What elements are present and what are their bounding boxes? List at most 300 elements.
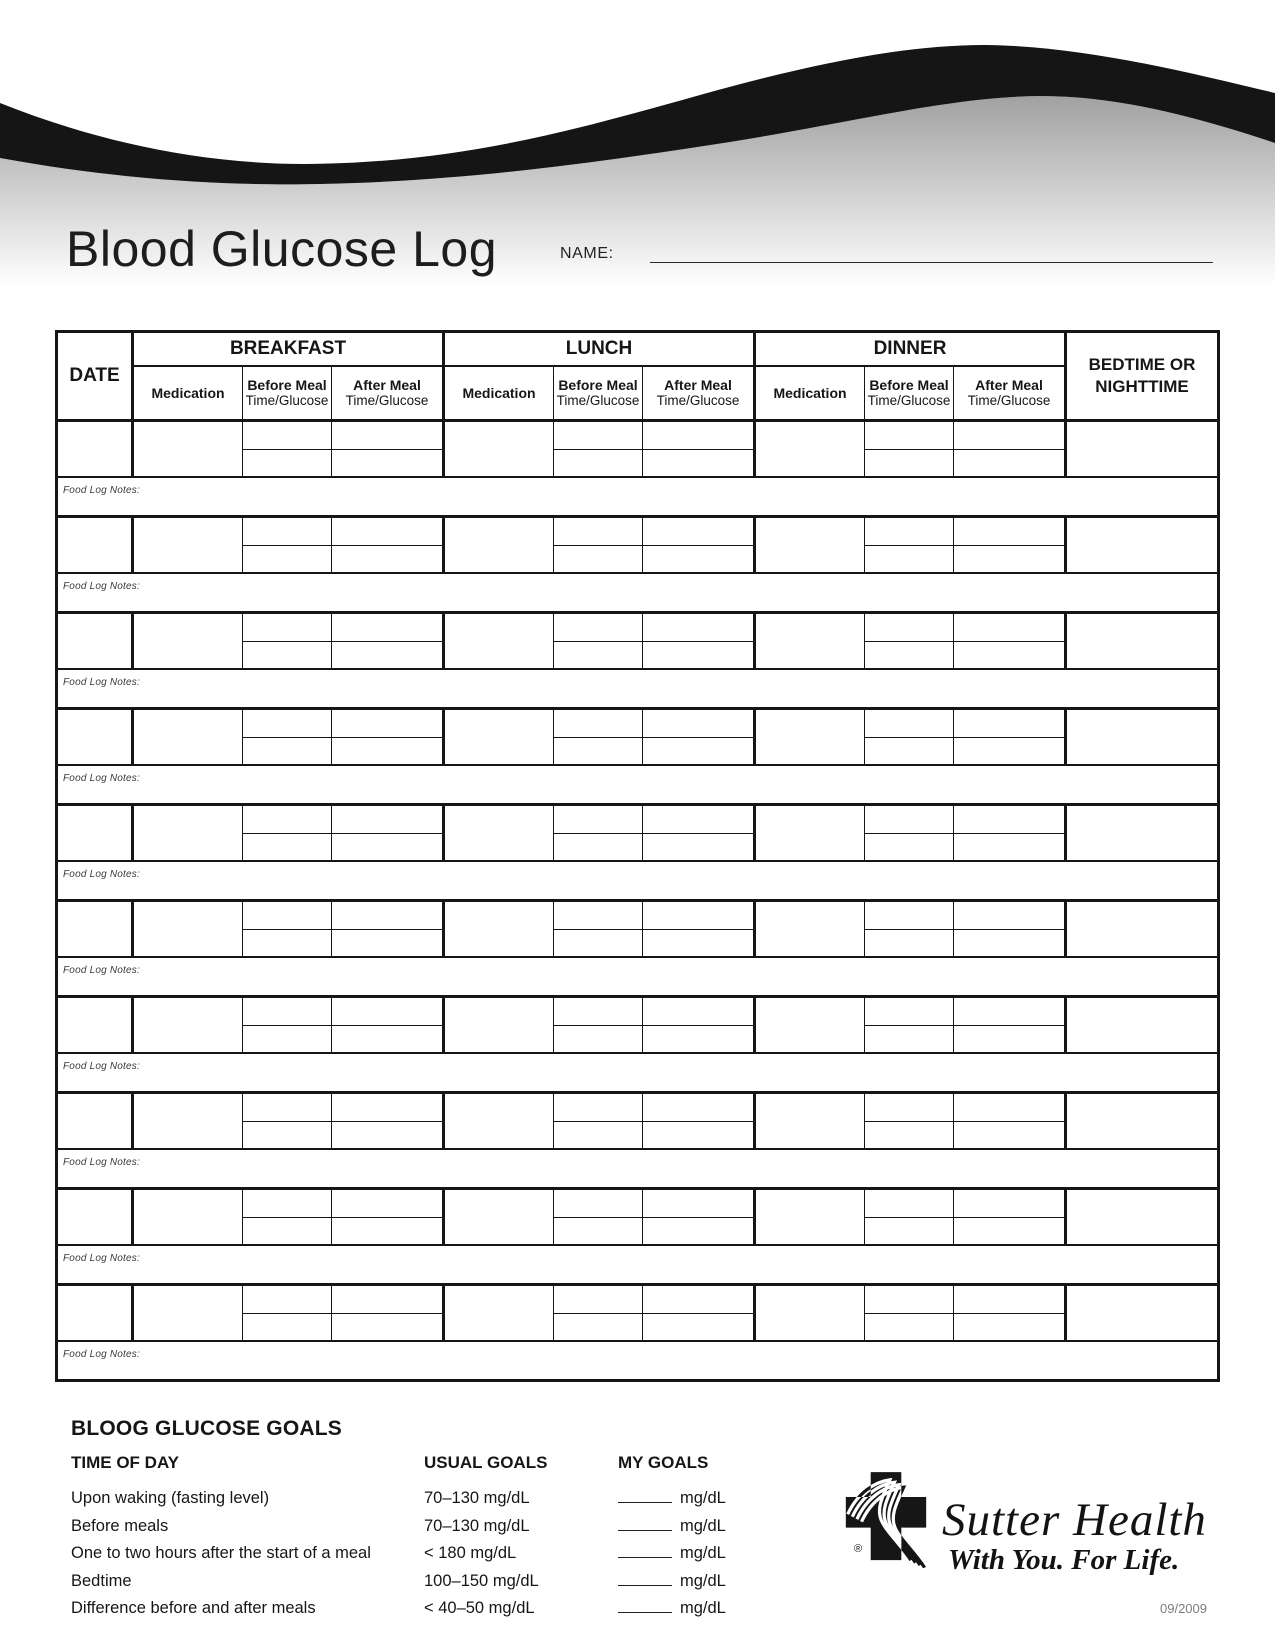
meal-data-group (445, 806, 756, 860)
before-meal-glucose-cell[interactable] (243, 1218, 331, 1245)
after-meal-time-cell[interactable] (332, 518, 442, 546)
before-meal-glucose-cell[interactable] (243, 834, 331, 861)
meal-header-group (445, 333, 756, 419)
after-meal-glucose-cell[interactable] (954, 1314, 1064, 1341)
bedtime-cell[interactable] (1067, 1094, 1217, 1148)
date-cell[interactable] (58, 1094, 134, 1148)
col-header-medication: Medication (756, 367, 865, 419)
after-meal-time-cell[interactable] (643, 710, 753, 738)
log-row-group (58, 1286, 1217, 1379)
goal-time-of-day: Upon waking (fasting level) (71, 1489, 270, 1507)
after-meal-glucose-cell[interactable] (954, 642, 1064, 669)
log-row-group (58, 422, 1217, 518)
before-meal-glucose-cell[interactable] (243, 546, 331, 573)
time-glucose-sublabel: Time/Glucose (867, 393, 951, 409)
meal-data-group (756, 422, 1067, 476)
col-header-date (58, 333, 134, 419)
goal-time-of-day: Before meals (71, 1516, 169, 1535)
before-meal-glucose-cell[interactable] (865, 1122, 953, 1149)
medication-cell[interactable] (756, 614, 865, 668)
after-meal-glucose-cell[interactable] (332, 834, 442, 861)
before-meal-glucose-cell[interactable] (243, 642, 331, 669)
after-meal-time-cell[interactable] (332, 614, 442, 642)
after-meal-time-cell[interactable] (332, 422, 442, 450)
bedtime-cell[interactable] (1067, 518, 1217, 572)
meal-header-group (134, 333, 445, 419)
bedtime-cell[interactable] (1067, 422, 1217, 476)
meal-title: LUNCH (445, 333, 753, 367)
meal-header-group (756, 333, 1067, 419)
before-meal-glucose-cell[interactable] (243, 1314, 331, 1341)
log-row-group (58, 998, 1217, 1094)
before-meal-time-cell[interactable] (865, 902, 953, 930)
before-meal-glucose-cell[interactable] (865, 1314, 953, 1341)
goals-col-usual: USUAL GOALS (424, 1453, 548, 1472)
goal-time-of-day: One to two hours after the start of a meal (71, 1544, 371, 1563)
after-meal-glucose-cell[interactable] (643, 1218, 753, 1245)
meal-data-group (756, 1190, 1067, 1244)
log-row-group (58, 1094, 1217, 1190)
bedtime-cell[interactable] (1067, 710, 1217, 764)
after-meal-glucose-cell[interactable] (643, 1026, 753, 1053)
food-log-notes-row[interactable] (58, 476, 1217, 515)
meal-data-group (445, 710, 756, 764)
after-meal-glucose-cell[interactable] (643, 930, 753, 957)
medication-cell[interactable] (134, 998, 243, 1052)
meal-title: DINNER (756, 333, 1064, 367)
meal-data-group (134, 422, 445, 476)
log-row-group (58, 1190, 1217, 1286)
before-meal-time-cell[interactable] (243, 422, 331, 450)
before-meal-time-cell[interactable] (865, 806, 953, 834)
after-meal-time-cell[interactable] (332, 1286, 442, 1314)
before-meal-time-cell[interactable] (554, 1190, 642, 1218)
food-log-notes-label: Food Log Notes: (63, 581, 140, 592)
medication-cell[interactable] (134, 902, 243, 956)
goals-col-my: MY GOALS (618, 1453, 709, 1472)
before-meal-glucose-cell[interactable] (865, 546, 953, 573)
before-meal-time-cell[interactable] (243, 1190, 331, 1218)
after-meal-time-cell[interactable] (332, 1094, 442, 1122)
food-log-notes-row[interactable] (58, 860, 1217, 899)
after-meal-glucose-cell[interactable] (954, 1218, 1064, 1245)
goal-usual-value: < 40–50 mg/dL (424, 1599, 535, 1618)
medication-cell[interactable] (756, 902, 865, 956)
after-meal-time-cell[interactable] (643, 902, 753, 930)
before-meal-time-cell[interactable] (243, 1094, 331, 1122)
after-meal-glucose-cell[interactable] (954, 450, 1064, 477)
after-meal-time-cell[interactable] (954, 614, 1064, 642)
after-meal-time-cell[interactable] (643, 614, 753, 642)
my-goal-blank-line[interactable] (618, 1489, 672, 1503)
bedtime-cell[interactable] (1067, 998, 1217, 1052)
time-glucose-sublabel: Time/Glucose (656, 393, 740, 409)
meal-data-group (134, 806, 445, 860)
goal-row (71, 1515, 791, 1543)
medication-cell[interactable] (134, 710, 243, 764)
before-meal-time-cell[interactable] (554, 1286, 642, 1314)
food-log-notes-label: Food Log Notes: (63, 1349, 140, 1360)
food-log-notes-row[interactable] (58, 956, 1217, 995)
glucose-log-table (55, 330, 1220, 1382)
after-meal-time-cell[interactable] (954, 1094, 1064, 1122)
after-meal-time-cell[interactable] (954, 1190, 1064, 1218)
after-meal-time-cell[interactable] (332, 1190, 442, 1218)
food-log-notes-label: Food Log Notes: (63, 869, 140, 880)
goal-row (71, 1542, 791, 1570)
log-row-group (58, 806, 1217, 902)
before-meal-glucose-cell[interactable] (554, 1122, 642, 1149)
goals-table (71, 1453, 791, 1625)
before-meal-glucose-cell[interactable] (554, 1026, 642, 1053)
medication-cell[interactable] (445, 902, 554, 956)
page-title: Blood Glucose Log (66, 221, 498, 277)
meal-data-group (445, 614, 756, 668)
after-meal-glucose-cell[interactable] (643, 546, 753, 573)
goal-row (71, 1597, 791, 1625)
after-meal-glucose-cell[interactable] (643, 1122, 753, 1149)
bedtime-cell[interactable] (1067, 614, 1217, 668)
medication-cell[interactable] (134, 806, 243, 860)
food-log-notes-row[interactable] (58, 1244, 1217, 1283)
goal-my-value (618, 1597, 791, 1625)
logo-tagline: With You. For Life. (948, 1544, 1180, 1576)
log-row-group (58, 518, 1217, 614)
date-cell[interactable] (58, 518, 134, 572)
before-meal-time-cell[interactable] (554, 806, 642, 834)
meal-data-group (445, 902, 756, 956)
my-goal-unit: mg/dL (680, 1599, 726, 1618)
before-meal-glucose-cell[interactable] (554, 930, 642, 957)
before-meal-glucose-cell[interactable] (554, 642, 642, 669)
bedtime-header-label: BEDTIME OR NIGHTTIME (1088, 354, 1196, 396)
col-header-after-meal: After Meal Time/Glucose (345, 377, 429, 409)
meal-data-group (756, 710, 1067, 764)
before-meal-glucose-cell[interactable] (865, 834, 953, 861)
meal-data-group (445, 518, 756, 572)
meal-data-group (134, 710, 445, 764)
medication-cell[interactable] (756, 518, 865, 572)
medication-cell[interactable] (756, 422, 865, 476)
food-log-notes-label: Food Log Notes: (63, 677, 140, 688)
after-meal-glucose-cell[interactable] (954, 738, 1064, 765)
col-header-before-meal: Before Meal Time/Glucose (554, 367, 643, 419)
before-meal-time-cell[interactable] (865, 1094, 953, 1122)
medication-cell[interactable] (445, 998, 554, 1052)
meal-data-group (445, 1094, 756, 1148)
before-meal-time-cell[interactable] (243, 710, 331, 738)
after-meal-time-cell[interactable] (643, 998, 753, 1026)
meal-data-group (445, 1286, 756, 1340)
medication-cell[interactable] (445, 614, 554, 668)
logo-brand-text: Sutter Health (942, 1494, 1207, 1546)
before-meal-glucose-cell[interactable] (865, 450, 953, 477)
after-meal-glucose-cell[interactable] (332, 1026, 442, 1053)
log-row-group (58, 614, 1217, 710)
meal-data-group (134, 1286, 445, 1340)
after-meal-time-cell[interactable] (332, 998, 442, 1026)
food-log-notes-row[interactable] (58, 1052, 1217, 1091)
medication-cell[interactable] (756, 1094, 865, 1148)
medication-cell[interactable] (134, 1190, 243, 1244)
my-goal-unit: mg/dL (680, 1571, 726, 1590)
before-meal-glucose-cell[interactable] (554, 1218, 642, 1245)
date-cell[interactable] (58, 1286, 134, 1340)
food-log-notes-row[interactable] (58, 572, 1217, 611)
col-header-after-meal: After Meal Time/Glucose (656, 377, 740, 409)
goal-usual-value: 70–130 mg/dL (424, 1489, 530, 1507)
meal-data-group (134, 998, 445, 1052)
meal-data-group (134, 614, 445, 668)
goal-time-of-day: Difference before and after meals (71, 1599, 316, 1618)
medication-cell[interactable] (134, 518, 243, 572)
after-meal-time-cell[interactable] (954, 902, 1064, 930)
goals-col-time-of-day: TIME OF DAY (71, 1453, 179, 1472)
medication-cell[interactable] (134, 614, 243, 668)
after-meal-time-cell[interactable] (643, 1190, 753, 1218)
medication-cell[interactable] (445, 710, 554, 764)
date-cell[interactable] (58, 614, 134, 668)
after-meal-glucose-cell[interactable] (332, 642, 442, 669)
goal-my-value (618, 1542, 791, 1570)
meal-data-group (756, 998, 1067, 1052)
food-log-notes-label: Food Log Notes: (63, 1253, 140, 1264)
medication-cell[interactable] (445, 1094, 554, 1148)
date-cell[interactable] (58, 710, 134, 764)
meal-data-group (134, 902, 445, 956)
after-meal-time-cell[interactable] (643, 1094, 753, 1122)
medication-cell[interactable] (445, 1286, 554, 1340)
before-meal-glucose-cell[interactable] (243, 738, 331, 765)
before-meal-glucose-cell[interactable] (865, 642, 953, 669)
before-meal-glucose-cell[interactable] (243, 1026, 331, 1053)
form-version: 09/2009 (1160, 1601, 1207, 1616)
before-meal-time-cell[interactable] (243, 518, 331, 546)
name-label: NAME: (560, 245, 614, 262)
meal-data-group (756, 1286, 1067, 1340)
before-meal-time-cell[interactable] (865, 518, 953, 546)
after-meal-glucose-cell[interactable] (643, 450, 753, 477)
after-meal-glucose-cell[interactable] (332, 546, 442, 573)
before-meal-time-cell[interactable] (865, 1286, 953, 1314)
meal-data-group (756, 1094, 1067, 1148)
after-meal-time-cell[interactable] (332, 806, 442, 834)
after-meal-time-cell[interactable] (954, 710, 1064, 738)
bedtime-cell[interactable] (1067, 806, 1217, 860)
goal-my-value (618, 1515, 791, 1543)
col-header-before-meal: Before Meal Time/Glucose (243, 367, 332, 419)
log-row-group (58, 902, 1217, 998)
medication-cell[interactable] (134, 1286, 243, 1340)
after-meal-time-cell[interactable] (332, 710, 442, 738)
goal-usual-value: 70–130 mg/dL (424, 1516, 530, 1535)
medication-cell[interactable] (756, 806, 865, 860)
time-glucose-sublabel: Time/Glucose (345, 393, 429, 409)
goal-row (71, 1570, 791, 1598)
log-row-group (58, 710, 1217, 806)
my-goal-unit: mg/dL (680, 1544, 726, 1563)
after-meal-time-cell[interactable] (954, 998, 1064, 1026)
col-header-bedtime (1067, 333, 1217, 419)
date-cell[interactable] (58, 998, 134, 1052)
goals-heading: BLOOG GLUCOSE GOALS (71, 1417, 342, 1440)
food-log-notes-row[interactable] (58, 1340, 1217, 1379)
after-meal-time-cell[interactable] (954, 1286, 1064, 1314)
date-cell[interactable] (58, 1190, 134, 1244)
before-meal-time-cell[interactable] (865, 614, 953, 642)
before-meal-time-cell[interactable] (865, 1190, 953, 1218)
before-meal-glucose-cell[interactable] (554, 834, 642, 861)
my-goal-blank-line[interactable] (618, 1544, 672, 1558)
after-meal-glucose-cell[interactable] (332, 1218, 442, 1245)
food-log-notes-label: Food Log Notes: (63, 485, 140, 496)
before-meal-glucose-cell[interactable] (554, 738, 642, 765)
date-cell[interactable] (58, 422, 134, 476)
before-meal-time-cell[interactable] (554, 902, 642, 930)
col-header-after-meal: After Meal Time/Glucose (967, 377, 1051, 409)
before-meal-time-cell[interactable] (865, 710, 953, 738)
before-meal-time-cell[interactable] (243, 806, 331, 834)
food-log-notes-label: Food Log Notes: (63, 965, 140, 976)
date-header-label: DATE (69, 365, 120, 386)
time-glucose-sublabel: Time/Glucose (245, 393, 329, 409)
food-log-notes-label: Food Log Notes: (63, 773, 140, 784)
after-meal-glucose-cell[interactable] (332, 1122, 442, 1149)
after-meal-glucose-cell[interactable] (643, 1314, 753, 1341)
before-meal-glucose-cell[interactable] (554, 546, 642, 573)
after-meal-time-cell[interactable] (643, 806, 753, 834)
after-meal-time-cell[interactable] (643, 1286, 753, 1314)
before-meal-glucose-cell[interactable] (554, 450, 642, 477)
after-meal-time-cell[interactable] (954, 422, 1064, 450)
medication-cell[interactable] (445, 806, 554, 860)
time-glucose-sublabel: Time/Glucose (967, 393, 1051, 409)
after-meal-glucose-cell[interactable] (643, 738, 753, 765)
medication-cell[interactable] (134, 422, 243, 476)
before-meal-glucose-cell[interactable] (865, 1026, 953, 1053)
before-meal-time-cell[interactable] (554, 614, 642, 642)
medication-cell[interactable] (756, 998, 865, 1052)
before-meal-time-cell[interactable] (865, 422, 953, 450)
my-goal-blank-line[interactable] (618, 1599, 672, 1613)
meal-data-group (134, 1094, 445, 1148)
after-meal-glucose-cell[interactable] (332, 738, 442, 765)
after-meal-glucose-cell[interactable] (954, 1122, 1064, 1149)
after-meal-time-cell[interactable] (643, 518, 753, 546)
before-meal-glucose-cell[interactable] (243, 930, 331, 957)
before-meal-time-cell[interactable] (554, 422, 642, 450)
medication-cell[interactable] (445, 422, 554, 476)
table-header-row (58, 333, 1217, 422)
bedtime-cell[interactable] (1067, 1286, 1217, 1340)
meal-data-group (134, 518, 445, 572)
meal-data-group (756, 902, 1067, 956)
date-cell[interactable] (58, 806, 134, 860)
meal-data-group (445, 422, 756, 476)
goal-my-value (618, 1487, 791, 1515)
date-cell[interactable] (58, 902, 134, 956)
my-goal-blank-line[interactable] (618, 1517, 672, 1531)
before-meal-time-cell[interactable] (554, 998, 642, 1026)
bedtime-cell[interactable] (1067, 1190, 1217, 1244)
medication-cell[interactable] (756, 1190, 865, 1244)
my-goal-unit: mg/dL (680, 1489, 726, 1507)
before-meal-time-cell[interactable] (243, 998, 331, 1026)
my-goal-unit: mg/dL (680, 1516, 726, 1535)
meal-title: BREAKFAST (134, 333, 442, 367)
after-meal-glucose-cell[interactable] (643, 834, 753, 861)
after-meal-time-cell[interactable] (954, 518, 1064, 546)
before-meal-time-cell[interactable] (554, 518, 642, 546)
food-log-notes-row[interactable] (58, 668, 1217, 707)
food-log-notes-label: Food Log Notes: (63, 1157, 140, 1168)
before-meal-time-cell[interactable] (554, 710, 642, 738)
food-log-notes-label: Food Log Notes: (63, 1061, 140, 1072)
before-meal-glucose-cell[interactable] (554, 1314, 642, 1341)
food-log-notes-row[interactable] (58, 764, 1217, 803)
meal-data-group (756, 806, 1067, 860)
name-blank-line[interactable] (650, 240, 1213, 263)
goal-usual-value: < 180 mg/dL (424, 1544, 517, 1563)
before-meal-glucose-cell[interactable] (243, 1122, 331, 1149)
medication-cell[interactable] (445, 1190, 554, 1244)
time-glucose-sublabel: Time/Glucose (556, 393, 640, 409)
medication-cell[interactable] (756, 710, 865, 764)
medication-cell[interactable] (756, 1286, 865, 1340)
meal-data-group (134, 1190, 445, 1244)
after-meal-glucose-cell[interactable] (954, 1026, 1064, 1053)
registered-trademark-symbol: ® (854, 1543, 863, 1555)
goal-usual-value: 100–150 mg/dL (424, 1571, 539, 1590)
goals-header-row (71, 1453, 791, 1487)
my-goal-blank-line[interactable] (618, 1572, 672, 1586)
before-meal-time-cell[interactable] (243, 1286, 331, 1314)
meal-data-group (445, 1190, 756, 1244)
goal-row (71, 1487, 791, 1515)
before-meal-glucose-cell[interactable] (865, 930, 953, 957)
col-header-medication: Medication (445, 367, 554, 419)
before-meal-glucose-cell[interactable] (865, 1218, 953, 1245)
after-meal-glucose-cell[interactable] (954, 834, 1064, 861)
before-meal-glucose-cell[interactable] (865, 738, 953, 765)
after-meal-glucose-cell[interactable] (332, 450, 442, 477)
goal-time-of-day: Bedtime (71, 1571, 132, 1590)
medication-cell[interactable] (134, 1094, 243, 1148)
after-meal-time-cell[interactable] (332, 902, 442, 930)
after-meal-glucose-cell[interactable] (643, 642, 753, 669)
goal-my-value (618, 1570, 791, 1598)
goals-rows (71, 1487, 791, 1625)
after-meal-glucose-cell[interactable] (954, 930, 1064, 957)
after-meal-time-cell[interactable] (954, 806, 1064, 834)
meal-data-group (756, 518, 1067, 572)
after-meal-glucose-cell[interactable] (954, 546, 1064, 573)
col-header-before-meal: Before Meal Time/Glucose (865, 367, 954, 419)
after-meal-glucose-cell[interactable] (332, 930, 442, 957)
table-body (58, 422, 1217, 1379)
before-meal-time-cell[interactable] (865, 998, 953, 1026)
after-meal-glucose-cell[interactable] (332, 1314, 442, 1341)
bedtime-cell[interactable] (1067, 902, 1217, 956)
medication-cell[interactable] (445, 518, 554, 572)
meal-data-group (445, 998, 756, 1052)
before-meal-time-cell[interactable] (243, 614, 331, 642)
before-meal-time-cell[interactable] (243, 902, 331, 930)
food-log-notes-row[interactable] (58, 1148, 1217, 1187)
after-meal-time-cell[interactable] (643, 422, 753, 450)
before-meal-glucose-cell[interactable] (243, 450, 331, 477)
before-meal-time-cell[interactable] (554, 1094, 642, 1122)
